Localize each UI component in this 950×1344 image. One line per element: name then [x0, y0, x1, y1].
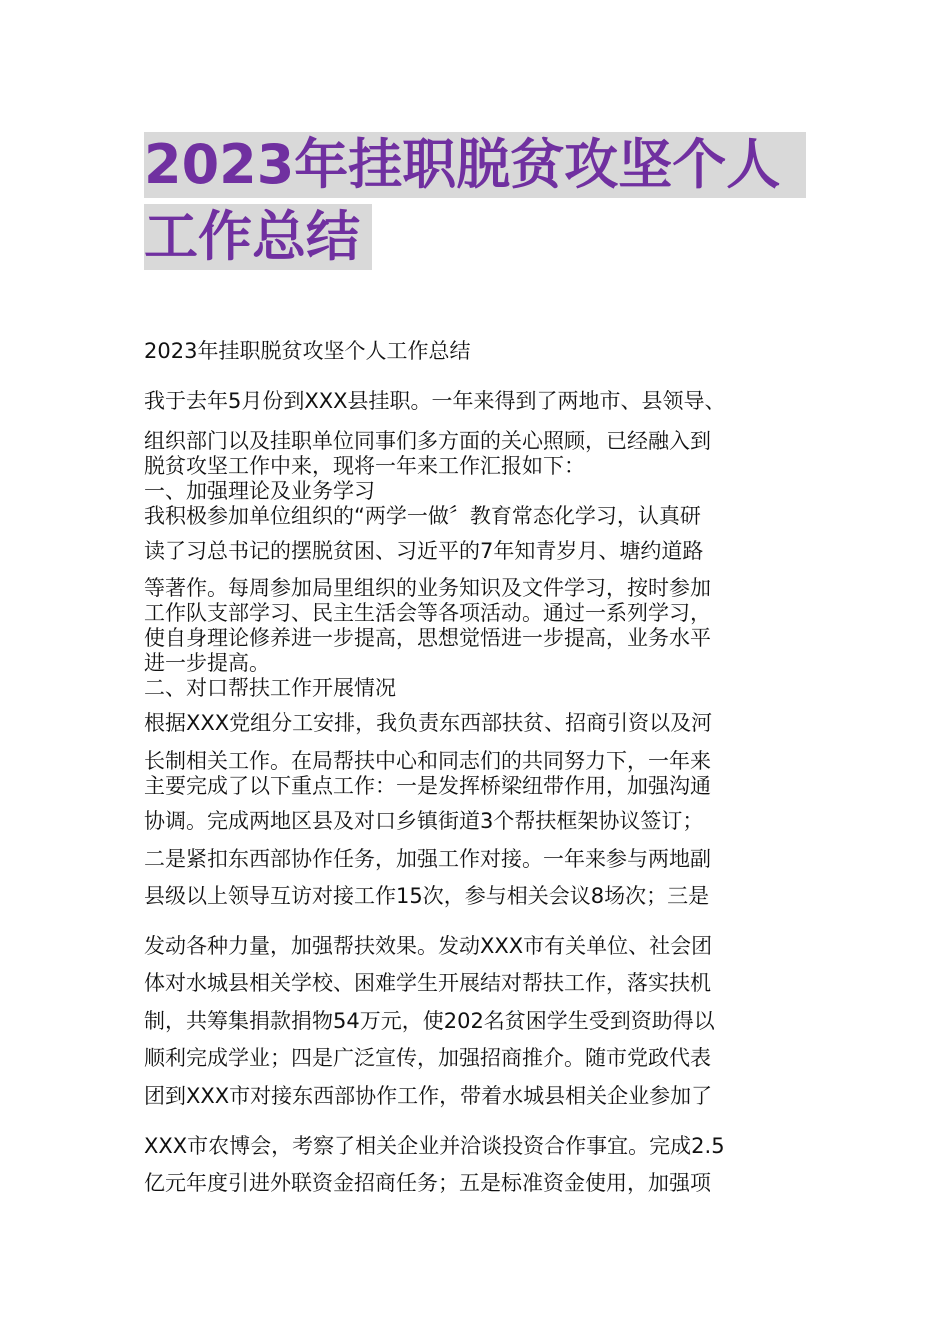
- paragraph-line: 团到XXX市对接东西部协作工作，带着水城县相关企业参加了: [144, 1084, 713, 1108]
- paragraph-line: 体对水城县相关学校、困难学生开展结对帮扶工作，落实扶机: [144, 971, 711, 995]
- paragraph-line: 组织部门以及挂职单位同事们多方面的关心照顾，已经融入到: [144, 429, 711, 453]
- paragraph-line: 我积极参加单位组织的“两学一做〞教育常态化学习，认真研: [144, 504, 701, 528]
- paragraph-line: 制，共筹集捐款捐物54万元，使202名贫困学生受到资助得以: [144, 1009, 715, 1033]
- paragraph-line: 发动各种力量，加强帮扶效果。发动XXX市有关单位、社会团: [144, 934, 713, 958]
- section-heading: 一、加强理论及业务学习: [144, 479, 375, 503]
- paragraph-line: 根据XXX党组分工安排，我负责东西部扶贫、招商引资以及河: [144, 711, 713, 735]
- paragraph-line: 顺利完成学业；四是广泛宣传，加强招商推介。随市党政代表: [144, 1046, 711, 1070]
- paragraph-line: 亿元年度引进外联资金招商任务；五是标准资金使用，加强项: [144, 1171, 711, 1195]
- paragraph-line: 使自身理论修养进一步提高，思想觉悟进一步提高，业务水平: [144, 626, 711, 650]
- paragraph-line: 等著作。每周参加局里组织的业务知识及文件学习，按时参加: [144, 576, 711, 600]
- paragraph-line: 二是紧扣东西部协作任务，加强工作对接。一年来参与两地副: [144, 847, 711, 871]
- paragraph-line: 脱贫攻坚工作中来，现将一年来工作汇报如下：: [144, 454, 585, 478]
- paragraph-line: 进一步提高。: [144, 651, 270, 675]
- paragraph-line: 工作队支部学习、民主生活会等各项活动。通过一系列学习，: [144, 601, 711, 625]
- section-heading: 二、对口帮扶工作开展情况: [144, 676, 396, 700]
- paragraph-line: XXX市农博会，考察了相关企业并洽谈投资合作事宜。完成2.5: [144, 1134, 725, 1158]
- subtitle: 2023年挂职脱贫攻坚个人工作总结: [144, 339, 471, 363]
- paragraph-line: 我于去年5月份到XXX县挂职。一年来得到了两地市、县领导、: [144, 389, 726, 413]
- title-line-1: 2023年挂职脱贫攻坚个人: [144, 132, 806, 198]
- title-line-2: 工作总结: [144, 204, 372, 270]
- paragraph-line: 县级以上领导互访对接工作15次，参与相关会议8场次；三是: [144, 884, 710, 908]
- paragraph-line: 主要完成了以下重点工作：一是发挥桥梁纽带作用，加强沟通: [144, 774, 711, 798]
- paragraph-line: 协调。完成两地区县及对口乡镇街道3个帮扶框架协议签订；: [144, 809, 704, 833]
- paragraph-line: 读了习总书记的摆脱贫困、习近平的7年知青岁月、塘约道路: [144, 539, 704, 563]
- paragraph-line: 长制相关工作。在局帮扶中心和同志们的共同努力下，一年来: [144, 749, 711, 773]
